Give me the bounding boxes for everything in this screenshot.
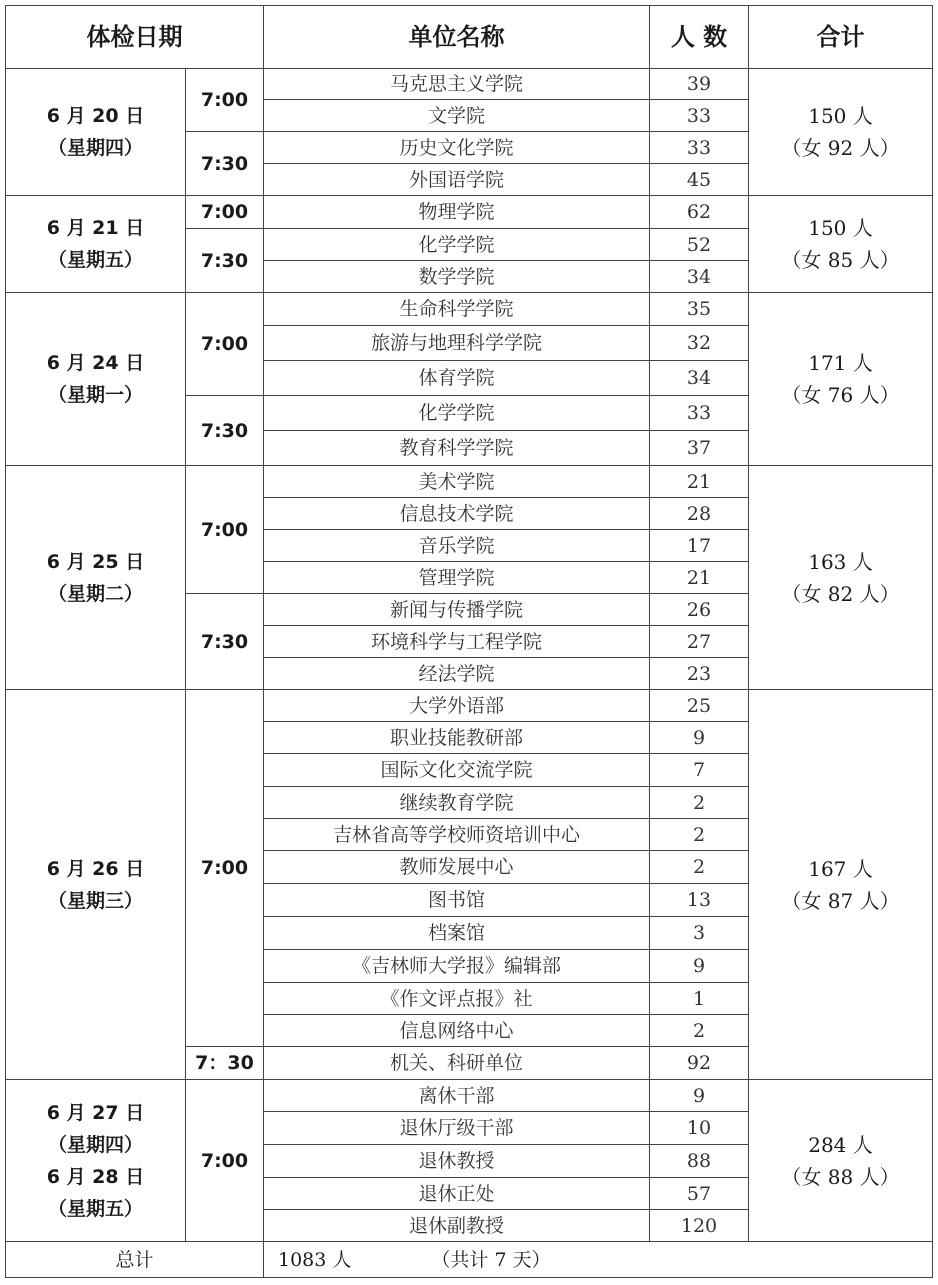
total-value bbox=[264, 1242, 933, 1278]
time-cell: 7:00 bbox=[186, 69, 264, 132]
time-cell: 7:30 bbox=[186, 132, 264, 196]
subtotal-cell: 171 人 （女 76 人） bbox=[749, 293, 933, 466]
unit-count: 9 bbox=[650, 722, 749, 754]
header-row bbox=[6, 6, 933, 69]
unit-name: 美术学院 bbox=[264, 466, 650, 498]
subtotal-cell: 163 人 （女 82 人） bbox=[749, 466, 933, 690]
unit-count: 2 bbox=[650, 851, 749, 884]
unit-count: 2 bbox=[650, 1015, 749, 1047]
time-cell: 7:30 bbox=[186, 594, 264, 690]
unit-name: 化学学院 bbox=[264, 229, 650, 261]
unit-name: 国际文化交流学院 bbox=[264, 754, 650, 787]
header-unit: 单位名称 bbox=[264, 6, 650, 69]
total-label: 总计 bbox=[6, 1242, 264, 1278]
unit-name: 教师发展中心 bbox=[264, 851, 650, 884]
header-count: 人 数 bbox=[650, 6, 749, 69]
unit-count: 28 bbox=[650, 498, 749, 530]
date-cell: 6 月 20 日 （星期四） bbox=[6, 69, 186, 196]
table-row bbox=[6, 196, 933, 229]
unit-name: 新闻与传播学院 bbox=[264, 594, 650, 626]
unit-name: 职业技能教研部 bbox=[264, 722, 650, 754]
date-cell: 6 月 24 日 （星期一） bbox=[6, 293, 186, 466]
time-cell: 7:00 bbox=[186, 466, 264, 594]
unit-name: 《作文评点报》社 bbox=[264, 983, 650, 1015]
date-cell: 6 月 27 日 （星期四） 6 月 28 日 （星期五） bbox=[6, 1080, 186, 1242]
unit-name: 数学学院 bbox=[264, 261, 650, 293]
header-date: 体检日期 bbox=[6, 6, 264, 69]
unit-count: 9 bbox=[650, 950, 749, 983]
unit-count: 120 bbox=[650, 1210, 749, 1242]
unit-name: 退休副教授 bbox=[264, 1210, 650, 1242]
time-cell: 7:30 bbox=[186, 396, 264, 466]
physical-exam-schedule-table bbox=[5, 5, 933, 1278]
unit-name: 外国语学院 bbox=[264, 164, 650, 196]
unit-count: 2 bbox=[650, 787, 749, 819]
unit-count: 33 bbox=[650, 132, 749, 164]
unit-count: 32 bbox=[650, 326, 749, 361]
grand-total: 1083 人 bbox=[278, 1248, 352, 1271]
unit-name: 物理学院 bbox=[264, 196, 650, 229]
unit-name: 管理学院 bbox=[264, 562, 650, 594]
unit-name: 档案馆 bbox=[264, 917, 650, 950]
unit-count: 26 bbox=[650, 594, 749, 626]
unit-count: 34 bbox=[650, 361, 749, 396]
unit-count: 34 bbox=[650, 261, 749, 293]
unit-count: 57 bbox=[650, 1178, 749, 1210]
unit-name: 经法学院 bbox=[264, 658, 650, 690]
unit-count: 35 bbox=[650, 293, 749, 326]
unit-name: 文学院 bbox=[264, 100, 650, 132]
unit-name: 大学外语部 bbox=[264, 690, 650, 722]
unit-count: 27 bbox=[650, 626, 749, 658]
unit-count: 17 bbox=[650, 530, 749, 562]
unit-count: 1 bbox=[650, 983, 749, 1015]
unit-name: 信息网络中心 bbox=[264, 1015, 650, 1047]
unit-count: 33 bbox=[650, 396, 749, 431]
unit-count: 23 bbox=[650, 658, 749, 690]
unit-name: 吉林省高等学校师资培训中心 bbox=[264, 819, 650, 851]
unit-name: 化学学院 bbox=[264, 396, 650, 431]
unit-name: 离休干部 bbox=[264, 1080, 650, 1112]
unit-name: 信息技术学院 bbox=[264, 498, 650, 530]
unit-name: 马克思主义学院 bbox=[264, 69, 650, 100]
unit-name: 退休正处 bbox=[264, 1178, 650, 1210]
subtotal-cell: 150 人 （女 85 人） bbox=[749, 196, 933, 293]
time-cell: 7：30 bbox=[186, 1047, 264, 1080]
unit-count: 92 bbox=[650, 1047, 749, 1080]
unit-name: 退休教授 bbox=[264, 1145, 650, 1178]
unit-count: 10 bbox=[650, 1112, 749, 1145]
unit-name: 历史文化学院 bbox=[264, 132, 650, 164]
date-cell: 6 月 26 日 （星期三） bbox=[6, 690, 186, 1080]
unit-count: 7 bbox=[650, 754, 749, 787]
unit-count: 21 bbox=[650, 466, 749, 498]
unit-count: 25 bbox=[650, 690, 749, 722]
time-cell: 7:00 bbox=[186, 690, 264, 1047]
unit-name: 机关、科研单位 bbox=[264, 1047, 650, 1080]
unit-name: 退休厅级干部 bbox=[264, 1112, 650, 1145]
unit-name: 旅游与地理科学学院 bbox=[264, 326, 650, 361]
total-days: （共计 7 天） bbox=[431, 1248, 551, 1271]
unit-name: 体育学院 bbox=[264, 361, 650, 396]
unit-count: 3 bbox=[650, 917, 749, 950]
table-row bbox=[6, 293, 933, 326]
unit-count: 13 bbox=[650, 884, 749, 917]
unit-name: 教育科学学院 bbox=[264, 431, 650, 466]
unit-count: 33 bbox=[650, 100, 749, 132]
time-cell: 7:00 bbox=[186, 196, 264, 229]
unit-name: 继续教育学院 bbox=[264, 787, 650, 819]
unit-count: 2 bbox=[650, 819, 749, 851]
unit-name: 音乐学院 bbox=[264, 530, 650, 562]
table-row bbox=[6, 1080, 933, 1112]
subtotal-cell: 167 人 （女 87 人） bbox=[749, 690, 933, 1080]
table-row bbox=[6, 690, 933, 722]
unit-count: 37 bbox=[650, 431, 749, 466]
date-cell: 6 月 21 日 （星期五） bbox=[6, 196, 186, 293]
subtotal-cell: 150 人 （女 92 人） bbox=[749, 69, 933, 196]
unit-name: 《吉林师大学报》编辑部 bbox=[264, 950, 650, 983]
unit-count: 45 bbox=[650, 164, 749, 196]
time-cell: 7:00 bbox=[186, 1080, 264, 1242]
unit-count: 39 bbox=[650, 69, 749, 100]
unit-name: 生命科学学院 bbox=[264, 293, 650, 326]
unit-count: 52 bbox=[650, 229, 749, 261]
table-row bbox=[6, 69, 933, 100]
subtotal-cell: 284 人 （女 88 人） bbox=[749, 1080, 933, 1242]
unit-name: 环境科学与工程学院 bbox=[264, 626, 650, 658]
total-row bbox=[6, 1242, 933, 1278]
header-subtotal: 合计 bbox=[749, 6, 933, 69]
table-row bbox=[6, 466, 933, 498]
time-cell: 7:00 bbox=[186, 293, 264, 396]
unit-count: 21 bbox=[650, 562, 749, 594]
unit-count: 9 bbox=[650, 1080, 749, 1112]
unit-count: 62 bbox=[650, 196, 749, 229]
unit-name: 图书馆 bbox=[264, 884, 650, 917]
date-cell: 6 月 25 日 （星期二） bbox=[6, 466, 186, 690]
time-cell: 7:30 bbox=[186, 229, 264, 293]
unit-count: 88 bbox=[650, 1145, 749, 1178]
